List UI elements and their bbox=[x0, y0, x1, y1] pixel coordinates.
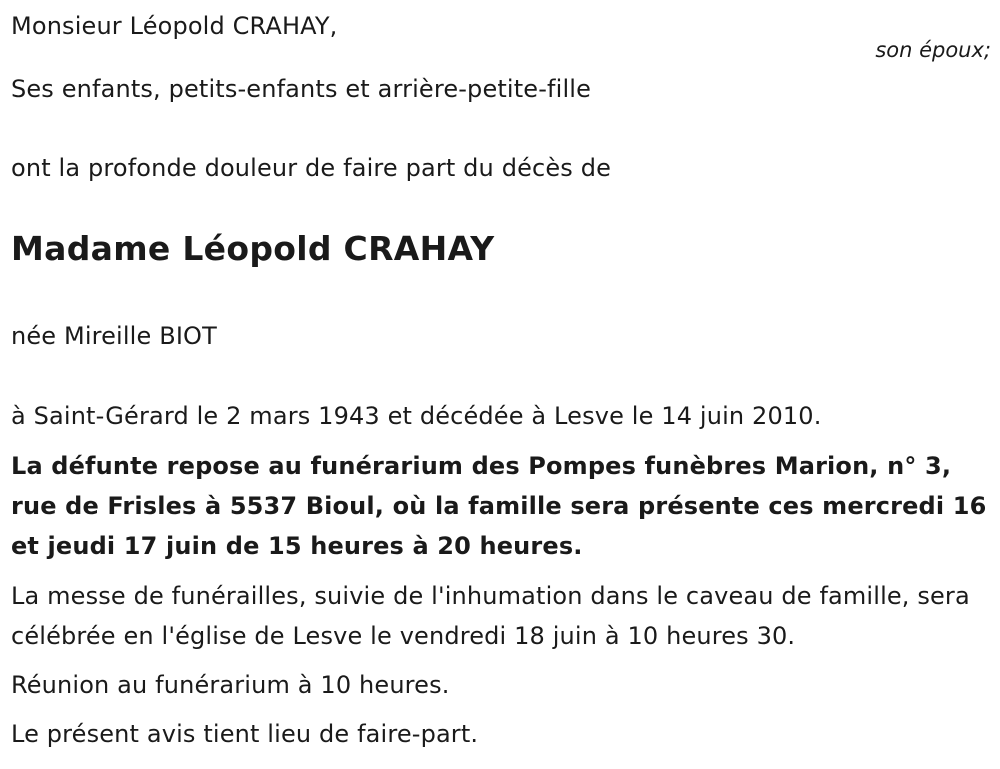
announcement-line: ont la profonde douleur de faire part du décès de bbox=[11, 154, 611, 182]
funerarium-info: La défunte repose au funérarium des Pompes funèbres Marion, n° 3, rue de Frisles à 5537 Bioul, où la famille sera présente ces mercredi 16 et jeudi 17 juin de 15 heures à 20 heures. bbox=[11, 452, 987, 560]
closing-line: Le présent avis tient lieu de faire-part. bbox=[11, 720, 479, 748]
birth-death-line: à Saint-Gérard le 2 mars 1943 et décédée à Lesve le 14 juin 2010. bbox=[11, 402, 822, 430]
funeral-mass-info: La messe de funérailles, suivie de l'inhumation dans le caveau de famille, sera célébrée en l'église de Lesve le vendredi 18 juin à 10 heures 30. bbox=[11, 582, 970, 650]
meeting-line: Réunion au funérarium à 10 heures. bbox=[11, 671, 450, 699]
children-line: Ses enfants, petits-enfants et arrière-petite-fille bbox=[11, 75, 591, 103]
spouse-role: son époux; bbox=[875, 38, 991, 62]
maiden-name: née Mireille BIOT bbox=[11, 322, 217, 350]
deceased-name: Madame Léopold CRAHAY bbox=[11, 229, 495, 268]
spouse-line: Monsieur Léopold CRAHAY, bbox=[11, 12, 338, 40]
